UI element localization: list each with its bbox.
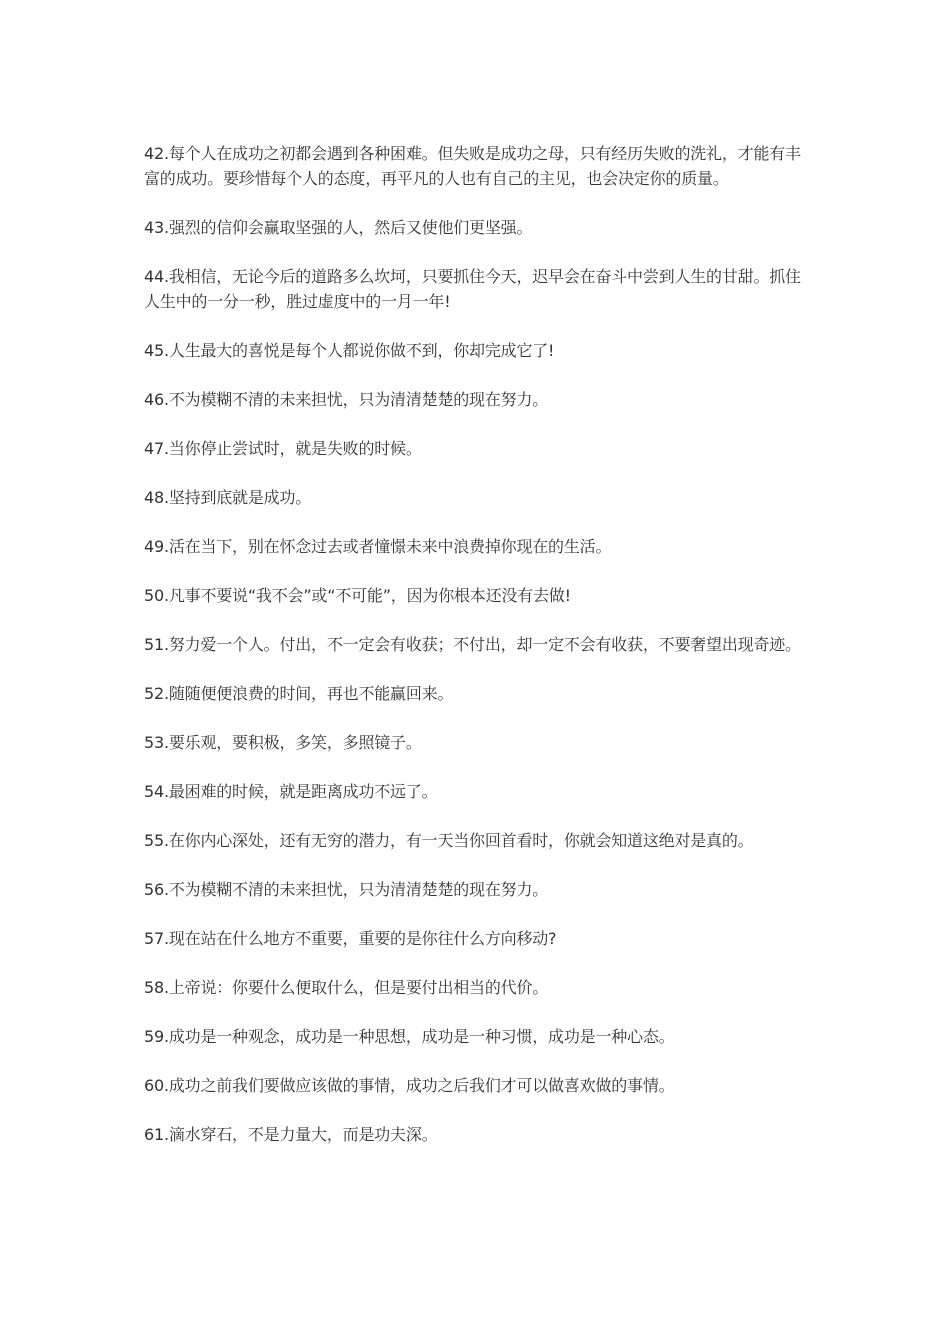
quote-58: 58.上帝说：你要什么便取什么，但是要付出相当的代价。 bbox=[144, 978, 549, 997]
quote-53: 53.要乐观，要积极，多笑，多照镜子。 bbox=[144, 733, 422, 752]
quote-46: 46.不为模糊不清的未来担忧，只为清清楚楚的现在努力。 bbox=[144, 390, 549, 409]
quote-61: 61.滴水穿石，不是力量大，而是功夫深。 bbox=[144, 1125, 438, 1144]
quote-49: 49.活在当下，别在怀念过去或者憧憬未来中浪费掉你现在的生活。 bbox=[144, 537, 612, 556]
quote-54: 54.最困难的时候，就是距离成功不远了。 bbox=[144, 782, 438, 801]
document-page bbox=[144, 141, 812, 1171]
quote-44: 44.我相信，无论今后的道路多么坎坷，只要抓住今天，迟早会在奋斗中尝到人生的甘甜。抓住人生中的一分一秒，胜过虚度中的一月一年! bbox=[144, 267, 801, 311]
quote-51: 51.努力爱一个人。付出，不一定会有收获；不付出，却一定不会有收获，不要奢望出现奇迹。 bbox=[144, 635, 801, 654]
quote-45: 45.人生最大的喜悦是每个人都说你做不到，你却完成它了! bbox=[144, 341, 555, 360]
quote-48: 48.坚持到底就是成功。 bbox=[144, 488, 312, 507]
quote-52: 52.随随便便浪费的时间，再也不能赢回来。 bbox=[144, 684, 454, 703]
quote-56: 56.不为模糊不清的未来担忧，只为清清楚楚的现在努力。 bbox=[144, 880, 549, 899]
quote-57: 57.现在站在什么地方不重要，重要的是你往什么方向移动? bbox=[144, 929, 557, 948]
quote-50: 50.凡事不要说“我不会”或“不可能”，因为你根本还没有去做! bbox=[144, 586, 571, 605]
quote-59: 59.成功是一种观念，成功是一种思想，成功是一种习惯，成功是一种心态。 bbox=[144, 1027, 675, 1046]
quote-60: 60.成功之前我们要做应该做的事情，成功之后我们才可以做喜欢做的事情。 bbox=[144, 1076, 675, 1095]
quote-42: 42.每个人在成功之初都会遇到各种困难。但失败是成功之母，只有经历失败的洗礼，才能有丰富的成功。要珍惜每个人的态度，再平凡的人也有自己的主见，也会决定你的质量。 bbox=[144, 144, 801, 188]
quote-47: 47.当你停止尝试时，就是失败的时候。 bbox=[144, 439, 422, 458]
quote-43: 43.强烈的信仰会赢取坚强的人，然后又使他们更坚强。 bbox=[144, 218, 533, 237]
quote-55: 55.在你内心深处，还有无穷的潜力，有一天当你回首看时，你就会知道这绝对是真的。 bbox=[144, 831, 754, 850]
